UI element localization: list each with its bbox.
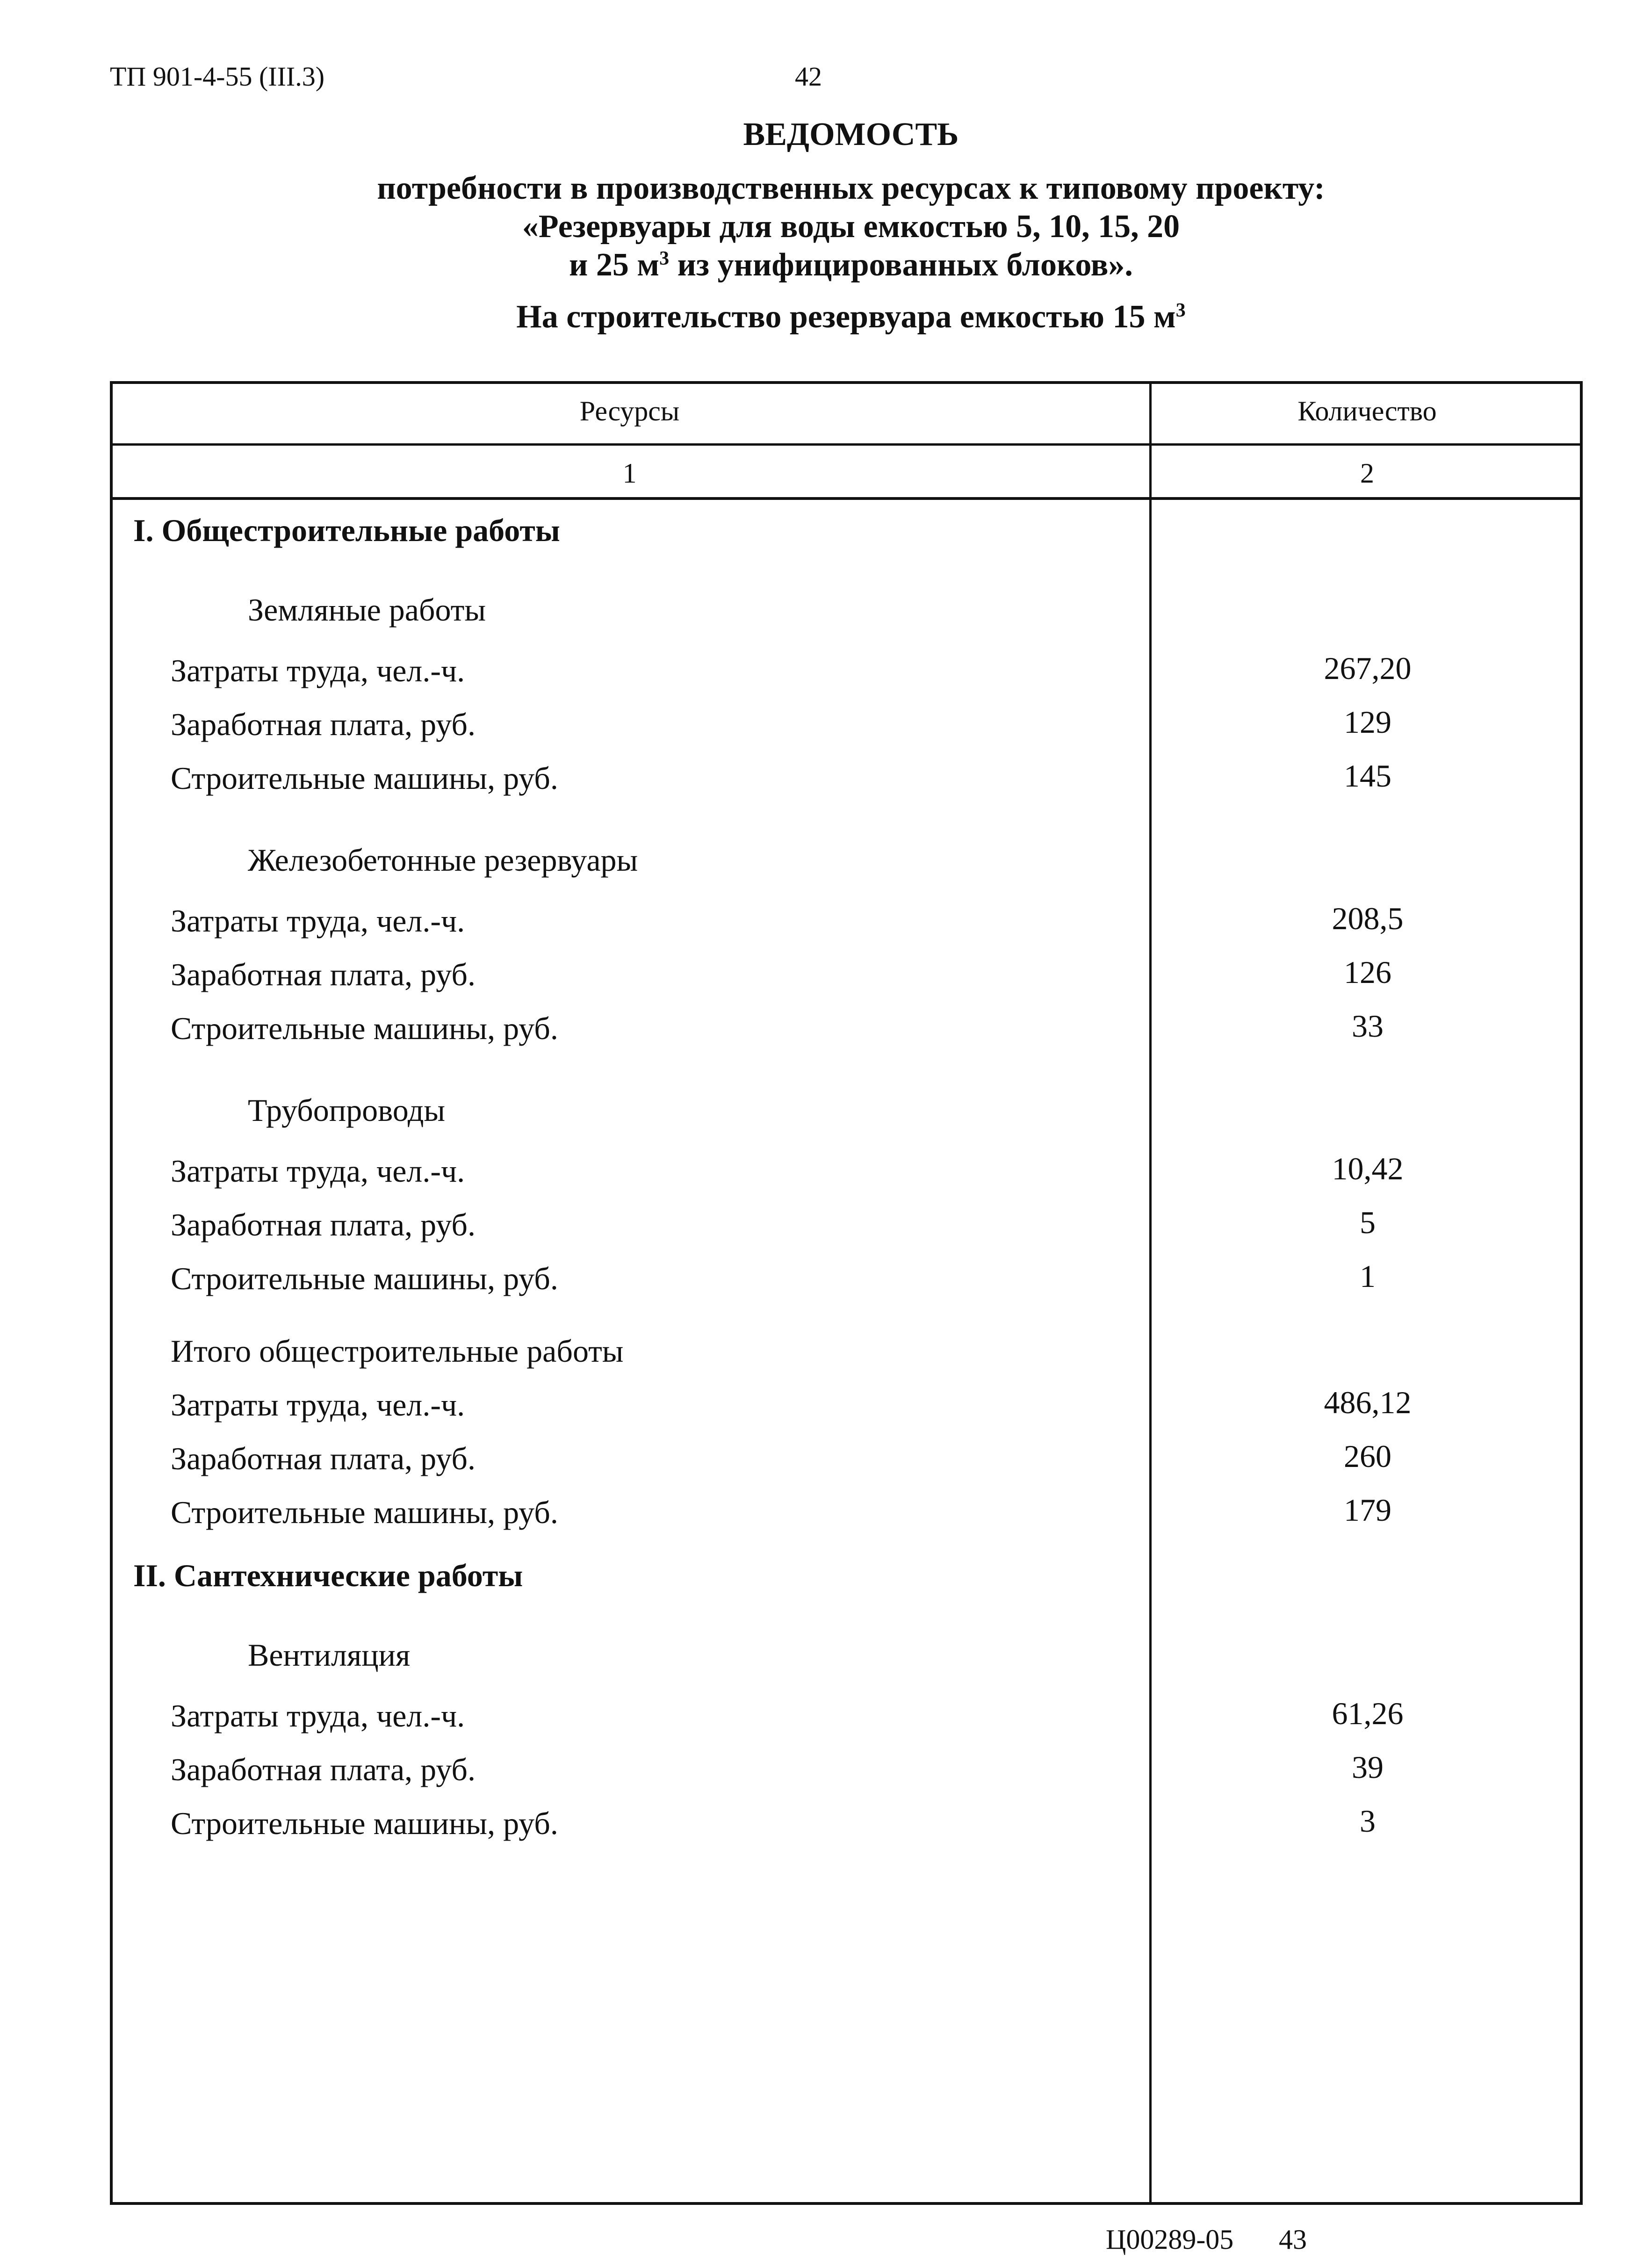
document-heading: ВЕДОМОСТЬ [743, 116, 959, 152]
title-line-3-suffix: из унифицированных блоков». [669, 247, 1133, 283]
row-label: Заработная плата, руб. [171, 1441, 476, 1476]
title-line-4-superscript: 3 [1175, 299, 1186, 321]
row-label: Строительные машины, руб. [171, 1011, 558, 1046]
footer-stamp-code: Ц00289-05 [1106, 2224, 1234, 2255]
section-plumbing-works: II. Сантехнические работы [133, 1558, 523, 1593]
row-label: Заработная плата, руб. [171, 1752, 476, 1787]
row-value: 145 [1344, 758, 1391, 794]
row-value: 10,42 [1332, 1151, 1404, 1186]
row-value: 126 [1344, 954, 1391, 990]
row-label: Строительные машины, руб. [171, 1806, 558, 1841]
title-line-2: «Резервуары для воды емкостью 5, 10, 15, 20 [522, 209, 1180, 245]
title-line-4 [0, 298, 1636, 336]
row-value: 267,20 [1324, 650, 1412, 686]
title-line-4-prefix: На строительство резервуара емкостью 15 м [516, 299, 1176, 335]
row-value: 260 [1344, 1438, 1391, 1474]
title-line-1: потребности в производственных ресурсах к типовому проекту: [377, 170, 1325, 206]
row-label: Строительные машины, руб. [171, 1495, 558, 1530]
row-value: 179 [1344, 1492, 1391, 1528]
section-general-construction: I. Общестроительные работы [133, 513, 560, 548]
column-number-2: 2 [1360, 458, 1374, 489]
row-value: 5 [1360, 1205, 1376, 1240]
subsection-earthworks: Земляные работы [248, 592, 486, 628]
row-label: Затраты труда, чел.-ч. [171, 903, 465, 939]
subsection-ventilation: Вентиляция [248, 1637, 411, 1673]
row-value: 61,26 [1332, 1696, 1404, 1731]
row-label: Заработная плата, руб. [171, 707, 476, 742]
row-value: 486,12 [1324, 1385, 1412, 1420]
column-header-resources: Ресурсы [579, 396, 680, 426]
row-value: 1 [1360, 1258, 1376, 1294]
column-number-1: 1 [622, 458, 637, 489]
row-label: Заработная плата, руб. [171, 957, 476, 992]
row-label: Строительные машины, руб. [171, 1261, 558, 1296]
row-value: 129 [1344, 704, 1391, 740]
page-number: 42 [795, 61, 822, 92]
document-code: ТП 901-4-55 (III.3) [110, 61, 325, 92]
subsection-pipelines: Трубопроводы [248, 1092, 446, 1128]
subsection-reinforced-concrete-tanks: Железобетонные резервуары [248, 842, 638, 878]
row-value: 33 [1352, 1008, 1384, 1044]
total-general-construction: Итого общестроительные работы [171, 1333, 624, 1369]
title-line-3-prefix: и 25 м [569, 247, 660, 283]
column-header-quantity: Количество [1297, 396, 1437, 426]
row-value: 208,5 [1332, 901, 1404, 936]
row-label: Затраты труда, чел.-ч. [171, 1387, 465, 1423]
row-label: Строительные машины, руб. [171, 760, 558, 796]
title-line-3 [0, 246, 1636, 284]
column-number-rule [110, 497, 1583, 500]
row-value: 39 [1352, 1749, 1384, 1785]
row-label: Затраты труда, чел.-ч. [171, 1698, 465, 1734]
header-rule [110, 443, 1583, 446]
row-label: Заработная плата, руб. [171, 1207, 476, 1242]
row-label: Затраты труда, чел.-ч. [171, 1153, 465, 1189]
footer-sheet-number: 43 [1279, 2224, 1307, 2255]
column-divider [1149, 381, 1152, 2205]
row-label: Затраты труда, чел.-ч. [171, 653, 465, 688]
title-line-3-superscript: 3 [659, 247, 670, 269]
row-value: 3 [1360, 1803, 1376, 1839]
